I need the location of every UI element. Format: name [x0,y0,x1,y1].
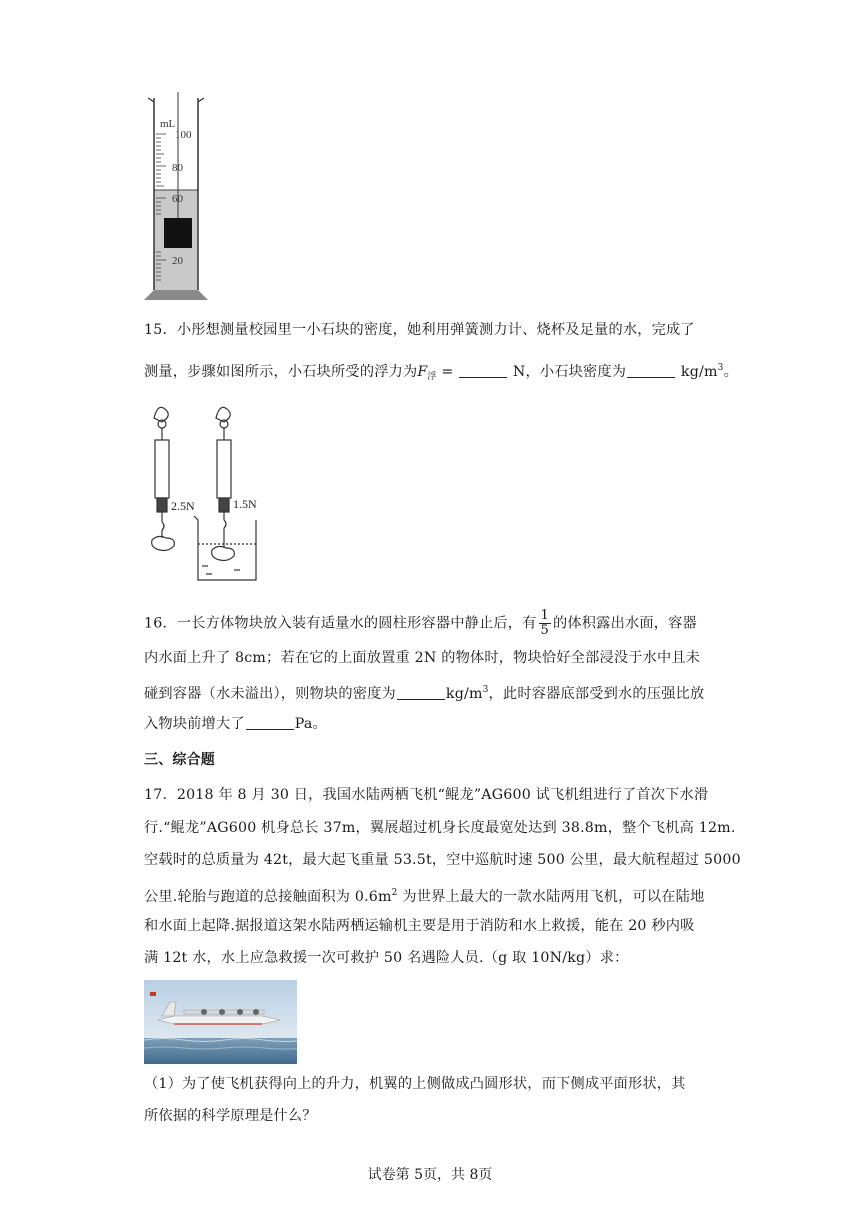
unit: Pa。 [294,716,327,732]
q17-text: 公里.轮胎与跑道的总接触面积为 0.6m [144,889,392,905]
fraction-numerator: 1 [540,608,550,623]
q17-line5: 和水面上起降.据报道这架水陆两栖运输机主要是用于消防和水上救援，能在 20 秒内吸 [144,918,695,934]
force-subscript: 浮 [427,372,437,382]
q15-text: N，小石块密度为 [508,364,627,380]
tick-label: 20 [172,255,183,267]
q16-line1 [144,609,697,638]
answer-blank[interactable] [627,363,675,378]
tick-label: 60 [172,193,183,205]
fraction [539,609,551,638]
q16-line4 [144,714,327,734]
scale-reading-right: 1.5N [233,497,257,511]
fraction-denominator: 5 [540,623,550,638]
superscript: 3 [482,685,489,695]
seaplane-photo [144,980,297,1064]
q15-text: 测量，步骤如图所示，小石块所受的浮力为 [144,364,418,380]
spring-scale-figure [144,400,268,584]
q17-line4 [144,883,704,907]
page-footer: 试卷第 5页，共 8页 [367,1167,493,1183]
tick-label: 100 [175,129,192,141]
q17-sub1-line2: 所依据的科学原理是什么？ [144,1108,317,1124]
answer-blank[interactable] [246,715,294,730]
q16-text: 碰到容器（水未溢出），则物块的密度为 [144,686,396,702]
q17-sub1-line1: （1）为了使飞机获得向上的升力，机翼的上侧做成凸圆形状，而下侧成平面形状，其 [144,1076,686,1092]
q17-line3: 空载时的总质量为 42t，最大起飞重量 53.5t，空中巡航时速 500 公里，最大航程超过 5000 [144,852,741,868]
q16-text: ，此时容器底部受到水的压强比放 [488,686,705,702]
q15-line1: 15．小彤想测量校园里一小石块的密度，她利用弹簧测力计、烧杯及足量的水，完成了 [144,322,695,338]
q16-text: 入物块前增大了 [144,716,245,732]
q16-text: 的体积露出水面，容器 [553,615,697,632]
section-heading: 三、综合题 [144,752,215,768]
unit: kg/m [676,364,718,380]
superscript: 2 [391,888,398,898]
q17-line1: 17．2018 年 8 月 30 日，我国水陆两栖飞机“鲲龙”AG600 试飞机组进行了首次下水滑 [144,787,709,803]
graduated-cylinder-figure [144,92,210,304]
q17-line6: 满 12t 水，水上应急救援一次可救护 50 名遇险人员.（g 取 10N/kg）求： [144,950,629,966]
answer-blank[interactable] [397,685,445,700]
q17-text: 为世界上最大的一款水陆两用飞机，可以在陆地 [397,889,705,905]
q16-line2: 内水面上升了 8cm；若在它的上面放置重 2N 的物体时，物块恰好全部浸没于水中且未 [144,650,701,666]
unit-label: mL [160,118,176,130]
equals: = [436,364,459,380]
force-symbol: F [417,364,428,380]
unit: kg/m [445,686,483,702]
superscript: 3 [717,363,724,373]
q16-text: 16．一长方体物块放入装有适量水的圆柱形容器中静止后，有 [144,615,537,632]
answer-blank[interactable] [459,363,507,378]
scale-reading-left: 2.5N [171,499,195,513]
q15-line2 [144,358,738,387]
q16-line3 [144,680,704,704]
tick-label: 80 [172,162,183,174]
q15-text: 。 [723,364,738,380]
q17-line2: 行.“鲲龙”AG600 机身总长 37m，翼展超过机身长度最宽处达到 38.8m，整个飞机高 12m. [144,820,736,836]
